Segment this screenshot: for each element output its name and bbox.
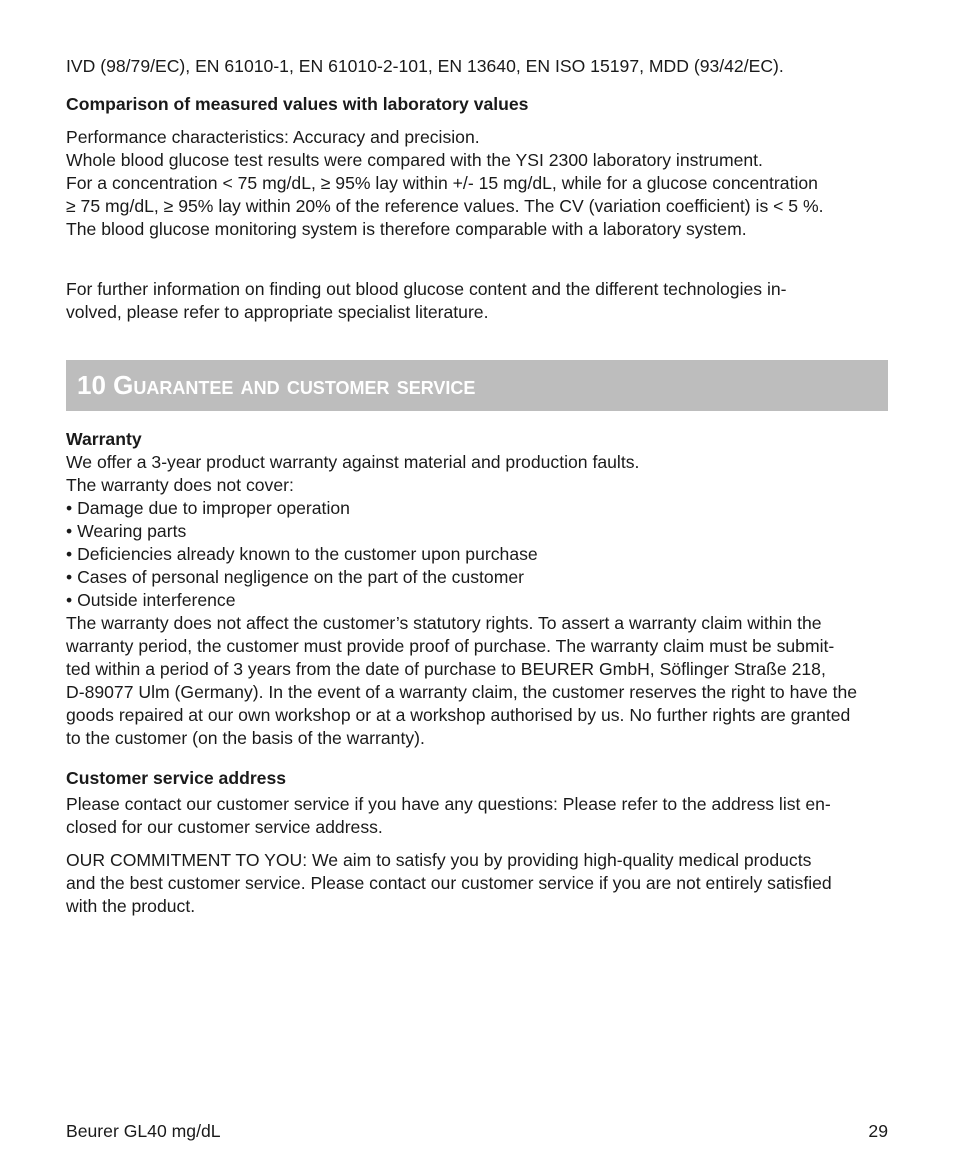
standards-line: IVD (98/79/EC), EN 61010-1, EN 61010-2-101, EN 13640, EN ISO 15197, MDD (93/42/EC).: [66, 56, 784, 76]
warranty-heading: Warranty: [66, 429, 142, 449]
performance-line: Performance characteristics: Accuracy and precision.: [66, 127, 480, 147]
warranty-paragraph-line: D-89077 Ulm (Germany). In the event of a warranty claim, the customer reserves the right to have the: [66, 682, 858, 702]
page-number: 29: [868, 1121, 888, 1141]
warranty-paragraph-line: to the customer (on the basis of the warranty).: [66, 728, 425, 748]
further-info-line: volved, please refer to appropriate specialist literature.: [66, 302, 489, 322]
contact-paragraph: [66, 793, 888, 839]
commitment-paragraph: [66, 849, 888, 918]
performance-line: ≥ 75 mg/dL, ≥ 95% lay within 20% of the reference values. The CV (variation coefficient) is < 5 %.: [66, 196, 824, 216]
warranty-exclusions-list: [66, 497, 888, 612]
further-info-paragraph: [66, 278, 888, 324]
performance-paragraph: [66, 126, 888, 241]
warranty-paragraph-line: warranty period, the customer must provide proof of purchase. The warranty claim must be submit-: [66, 636, 835, 656]
contact-line: Please contact our customer service if you have any questions: Please refer to the address list en-: [66, 794, 831, 814]
contact-line: closed for our customer service address.: [66, 817, 383, 837]
warranty-paragraph-line: The warranty does not affect the customer’s statutory rights. To assert a warranty claim within the: [66, 613, 822, 633]
page-footer: [66, 1120, 888, 1143]
warranty-line: The warranty does not cover:: [66, 475, 294, 495]
customer-service-heading: Customer service address: [66, 768, 287, 788]
list-item: • Deficiencies already known to the customer upon purchase: [66, 543, 888, 566]
commitment-line: and the best customer service. Please contact our customer service if you are not entirely satisfied: [66, 873, 832, 893]
commitment-line: with the product.: [66, 896, 196, 916]
warranty-line: We offer a 3-year product warranty against material and production faults.: [66, 452, 640, 472]
performance-line: Whole blood glucose test results were compared with the YSI 2300 laboratory instrument.: [66, 150, 763, 170]
performance-line: The blood glucose monitoring system is therefore comparable with a laboratory system.: [66, 219, 747, 239]
list-item: • Wearing parts: [66, 520, 888, 543]
lower-content: [66, 428, 888, 918]
list-item: • Cases of personal negligence on the part of the customer: [66, 566, 888, 589]
section-title: 10 Guarantee and customer service: [77, 370, 476, 400]
list-item: • Outside interference: [66, 589, 888, 612]
footer-product-name: Beurer GL40 mg/dL: [66, 1121, 221, 1141]
warranty-paragraph: [66, 612, 888, 750]
performance-line: For a concentration < 75 mg/dL, ≥ 95% lay within +/- 15 mg/dL, while for a glucose concentration: [66, 173, 818, 193]
warranty-paragraph-line: ted within a period of 3 years from the date of purchase to BEURER GmbH, Söflinger Straße 218,: [66, 659, 826, 679]
section-heading-bar: [66, 360, 888, 411]
list-item: • Damage due to improper operation: [66, 497, 888, 520]
further-info-line: For further information on finding out blood glucose content and the different technologies in-: [66, 279, 787, 299]
warranty-paragraph-line: goods repaired at our own workshop or at a workshop authorised by us. No further rights are granted: [66, 705, 851, 725]
commitment-line: OUR COMMITMENT TO YOU: We aim to satisfy you by providing high-quality medical products: [66, 850, 812, 870]
upper-content: [66, 55, 888, 324]
comparison-heading: Comparison of measured values with laboratory values: [66, 94, 529, 114]
